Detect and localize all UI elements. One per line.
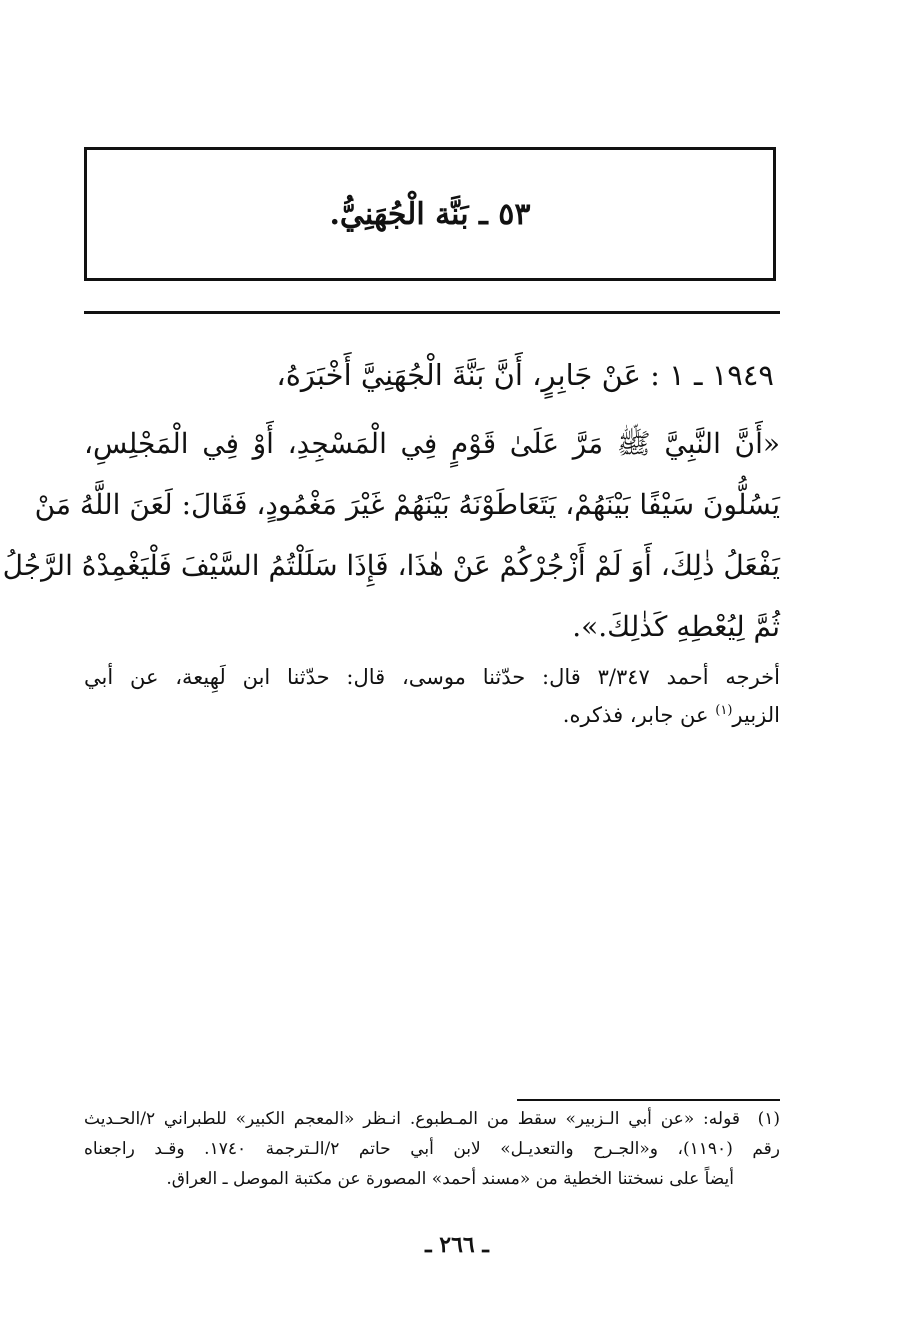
chapter-title: ٥٣ ـ بَنَّة الْجُهَنِيُّ. <box>329 196 531 232</box>
footnote-line: رقم (١١٩٠)، و«الجـرح والتعديـل» لابن أبي حاتم ٢/الـترجمة ١٧٤٠. وقـد راجعناه <box>84 1139 781 1159</box>
takhrij-text: عن جابر، فذكره. <box>562 703 716 727</box>
hadith-line: ثُمَّ لِيُعْطِهِ كَذٰلِكَ.». <box>572 610 780 643</box>
hadith-line: «أَنَّ النَّبِيَّ ﷺ مَرَّ عَلَىٰ قَوْمٍ فِي الْمَسْجِدِ، أَوْ فِي الْمَجْلِسِ، <box>84 427 780 460</box>
takhrij-paragraph <box>84 658 780 734</box>
footnote-divider <box>517 1099 780 1101</box>
chapter-title-box <box>84 147 776 281</box>
footnote-text: قوله: «عن أبي الـزبير» سقط من المـطبوع. انـظر «المعجم الكبير» للطبراني ٢/الحـديث <box>84 1109 740 1129</box>
header-divider <box>84 311 780 314</box>
hadith-line: يَفْعَلُ ذٰلِكَ، أَوَ لَمْ أَزْجُرْكُمْ عَنْ هٰذَا، فَإِذَا سَلَلْتُمُ السَّيْفَ فَلْيَغْمِدْهُ الرَّجُلُ <box>2 549 780 582</box>
hadith-header: ١٩٤٩ ـ ١ : عَنْ جَابِرٍ، أَنَّ بَنَّةَ الْجُهَنِيَّ أَخْبَرَهُ، <box>276 358 774 392</box>
footnote-line <box>84 1104 780 1134</box>
takhrij-text: الزبير <box>732 703 780 727</box>
takhrij-line <box>84 696 780 734</box>
footnotes <box>84 1104 780 1194</box>
takhrij-line: أخرجه أحمد ٣/٣٤٧ قال: حدّثنا موسى، قال: حدّثنا ابن لَهِيعة، عن أبي <box>84 665 780 689</box>
footnote-number: (١) <box>757 1109 780 1129</box>
footnote-reference[interactable]: (١) <box>715 703 733 718</box>
footnote-line: أيضاً على نسختنا الخطية من «مسند أحمد» المصورة عن مكتبة الموصل ـ العراق. <box>166 1169 734 1189</box>
hadith-text <box>2 413 780 657</box>
page-number: ـ ٢٦٦ ـ <box>425 1232 489 1258</box>
hadith-line: يَسُلُّونَ سَيْفًا بَيْنَهُمْ، يَتَعَاطَوْنَهُ بَيْنَهُمْ غَيْرَ مَغْمُودٍ، فَقَالَ: لَعَنَ اللَّهُ مَنْ <box>34 488 780 521</box>
